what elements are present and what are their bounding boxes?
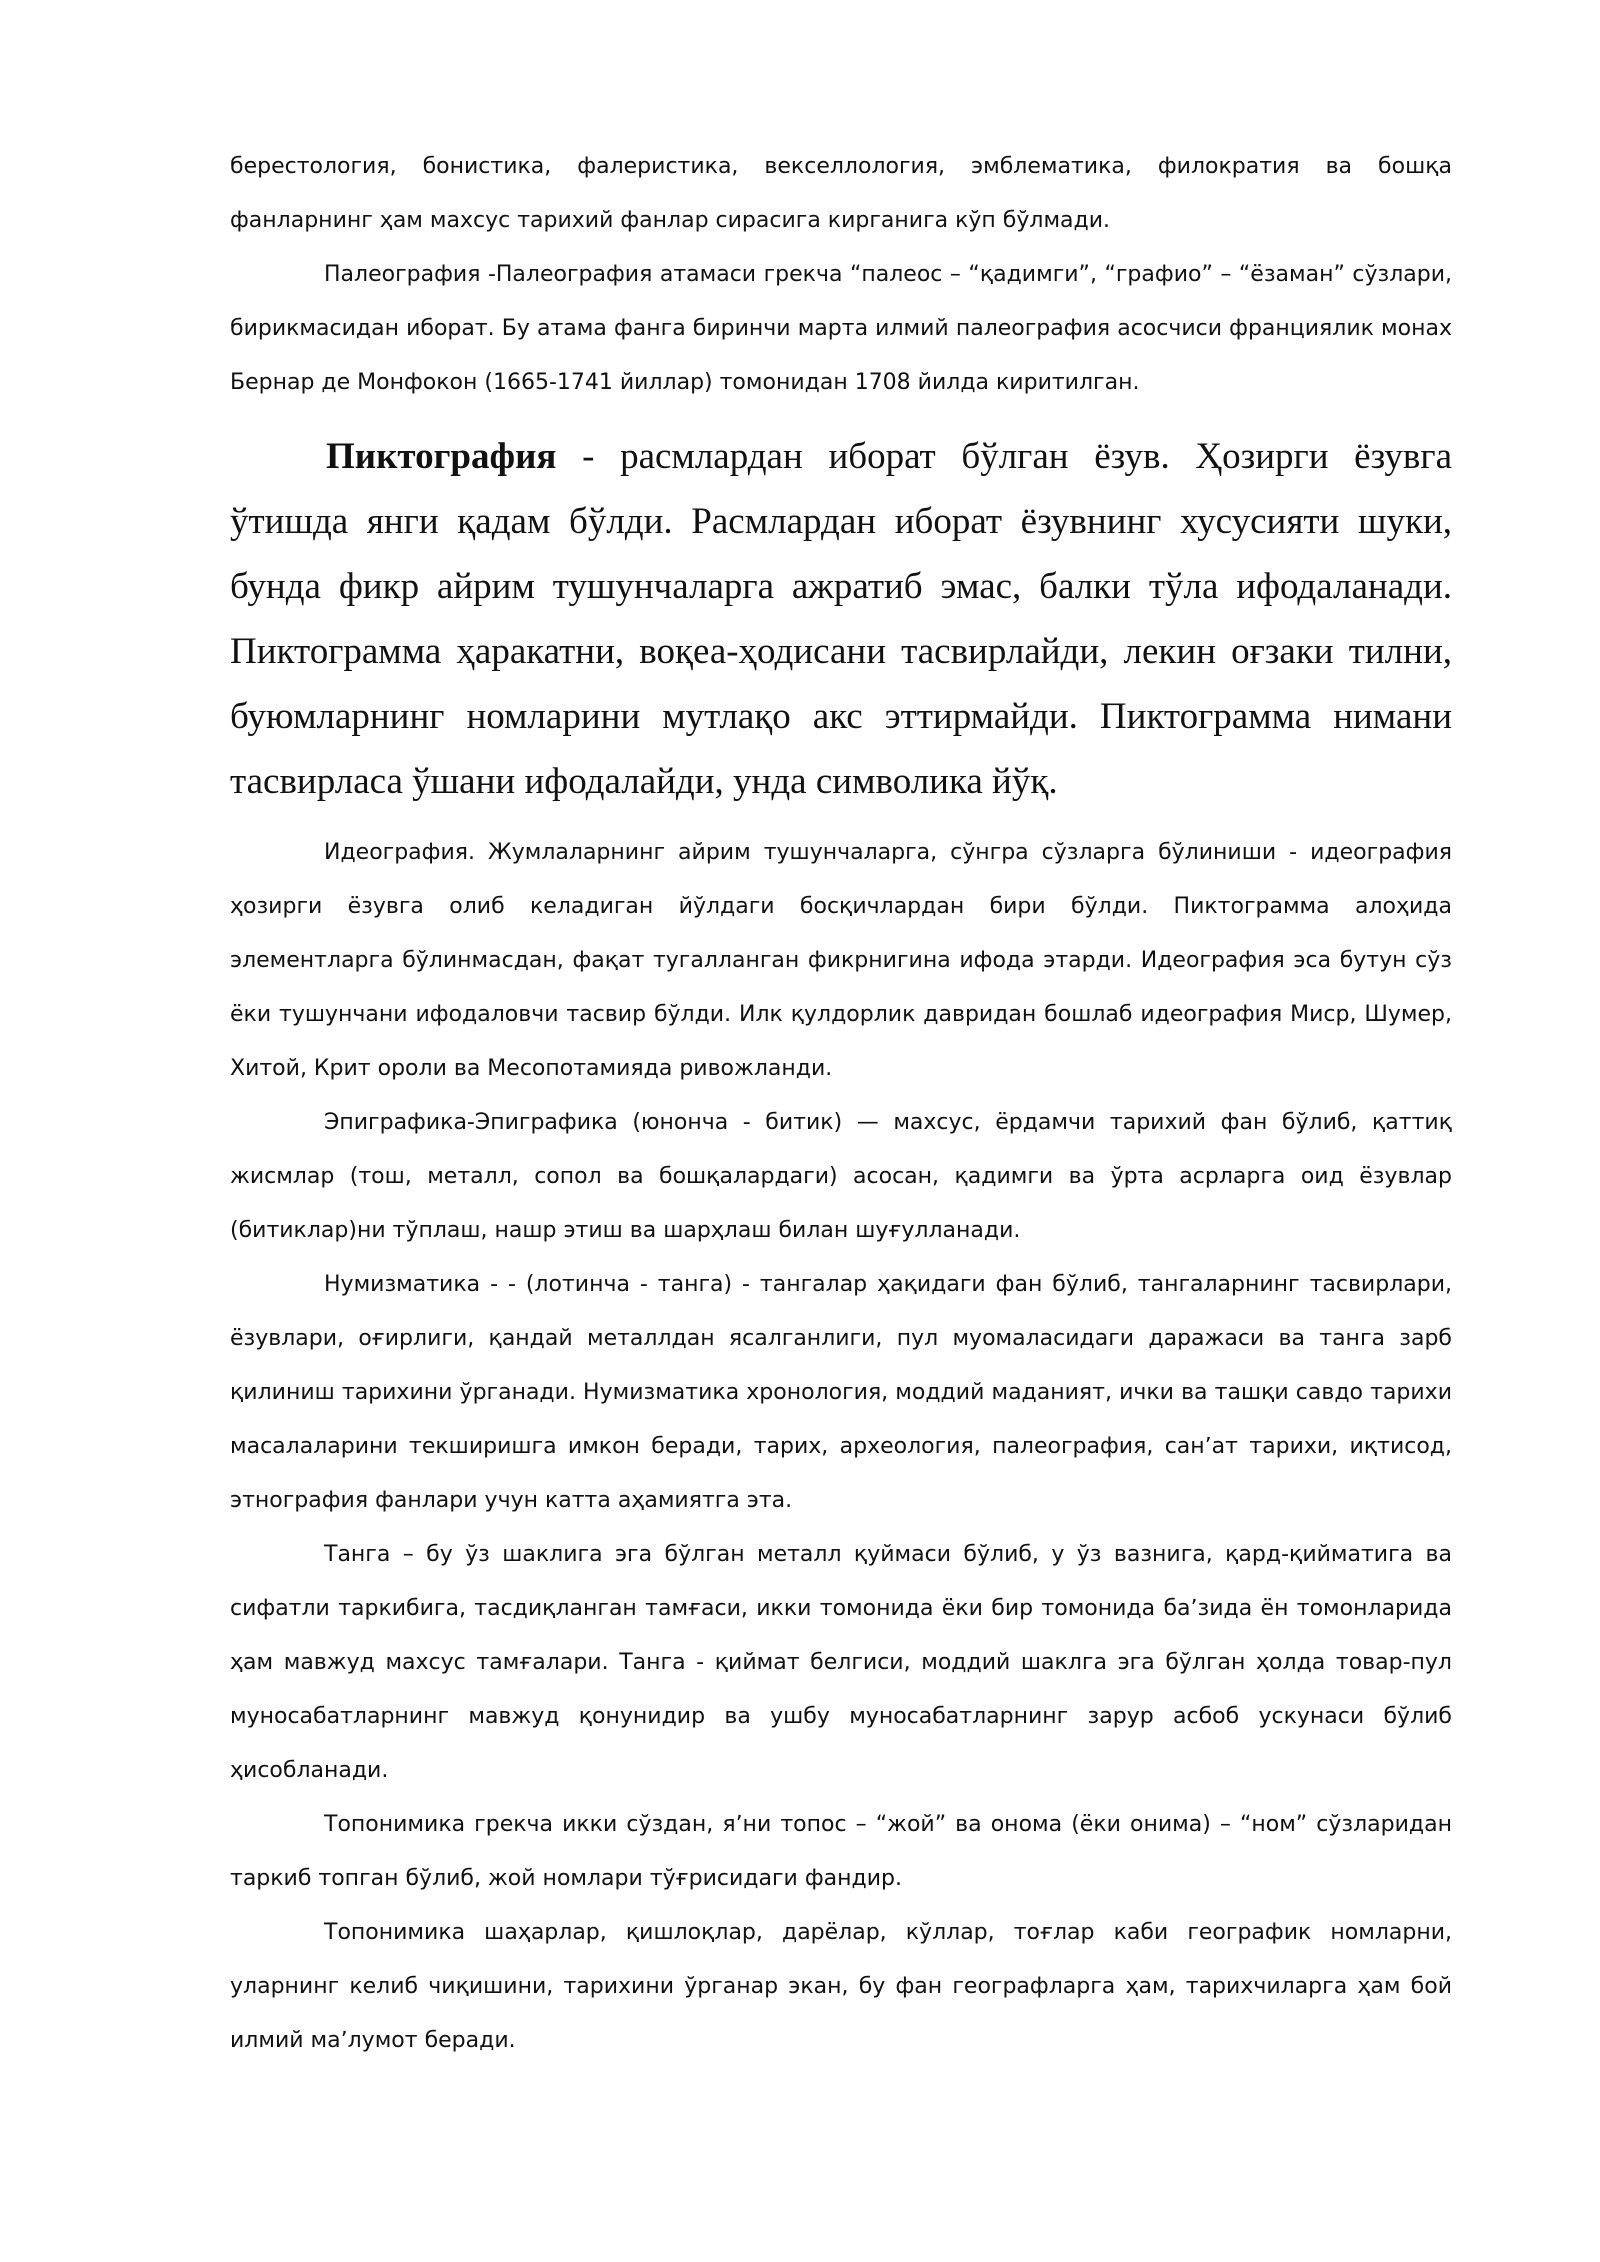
paragraph-pictography xyxy=(230,424,1452,814)
paragraph-ideography: Идеография. Жумлаларнинг айрим тушунчаларга, сўнгра сўзларга бўлиниши - идеография ҳозирги ёзувга олиб келадиган йўлдаги босқичлардан бири бўлди. Пиктограмма алоҳида элементларга бўлинмасдан, фақат тугалланган фикрнигина ифода этарди. Идеография эса бутун сўз ёки тушунчани ифодаловчи тасвир бўлди. Илк қулдорлик давридан бошлаб идеография Миср, Шумер, Хитой, Крит ороли ва Месопотамияда ривожланди. xyxy=(230,840,1452,1081)
paragraph-numismatics: Нумизматика - - (лотинча - танга) - тангалар ҳақидаги фан бўлиб, тангаларнинг тасвирлари, ёзувлари, оғирлиги, қандай металлдан ясалганлиги, пул муомаласидаги даражаси ва танга зарб қилиниш тарихини ўрганади. Нумизматика хронология, моддий маданият, ички ва ташқи савдо тарихи масалаларини текширишга имкон беради, тарих, археология, палеография, санʼат тарихи, иқтисод, этнография фанлари учун катта аҳамиятга эта. xyxy=(230,1272,1452,1513)
paragraph-coin: Танга – бу ўз шаклига эга бўлган металл қуймаси бўлиб, у ўз вазнига, қард-қийматига ва сифатли таркибига, тасдиқланган тамғаси, икки томонида ёки бир томонида баʼзида ён томонларида ҳам мавжуд махсус тамғалари. Танга - қиймат белгиси, моддий шаклга эга бўлган ҳолда товар-пул муносабатларнинг мавжуд қонунидир ва ушбу муносабатларнинг зарур асбоб ускунаси бўлиб ҳисобланади. xyxy=(230,1542,1452,1783)
paragraph-toponymy-scope: Топонимика шаҳарлар, қишлоқлар, дарёлар, кўллар, тоғлар каби географик номларни, уларнинг келиб чиқишини, тарихини ўрганар экан, бу фан географларга ҳам, тарихчиларга ҳам бой илмий маʼлумот беради. xyxy=(230,1920,1452,2053)
term-pictography: Пиктография xyxy=(326,436,557,477)
paragraph-epigraphy: Эпиграфика-Эпиграфика (юнонча - битик) — махсус, ёрдамчи тарихий фан бўлиб, қаттиқ жисмлар (тош, металл, сопол ва бошқалардаги) асосан, қадимги ва ўрта асрларга оид ёзувлар (битиклар)ни тўплаш, нашр этиш ва шарҳлаш билан шуғулланади. xyxy=(230,1110,1452,1243)
paragraph-sources-intro: берестология, бонистика, фалеристика, векселлология, эмблематика, филократия ва бошқа фанларнинг ҳам махсус тарихий фанлар сирасига кирганига кўп бўлмади. xyxy=(230,154,1452,233)
paragraph-toponymy-definition: Топонимика грекча икки сўздан, яʼни топос – “жой” ва онома (ёки онима) – “ном” сўзларидан таркиб топган бўлиб, жой номлари тўғрисидаги фандир. xyxy=(230,1812,1452,1891)
paragraph-paleography: Палеография -Палеография атамаси грекча “палеос – “қадимги”, “графио” – “ёзаман” сўзлари, бирикмасидан иборат. Бу атама фанга биринчи марта илмий палеография асосчиси франциялик монах Бернар де Монфокон (1665-1741 йиллар) томонидан 1708 йилда киритилган. xyxy=(230,262,1452,395)
paragraph-pictography-body: - расмлардан иборат бўлган ёзув. Ҳозирги ёзувга ўтишда янги қадам бўлди. Расмлардан иборат ёзувнинг хусусияти шуки, бунда фикр айрим тушунчаларга ажратиб эмас, балки тўла ифодаланади. Пиктограмма ҳаракатни, воқеа-ҳодисани тасвирлайди, лекин оғзаки тилни, буюмларнинг номларини мутлақо акс эттирмайди. Пиктограмма нимани тасвирласа ўшани ифодалайди, унда символика йўқ. xyxy=(230,436,1452,802)
document-page xyxy=(230,140,1452,2068)
